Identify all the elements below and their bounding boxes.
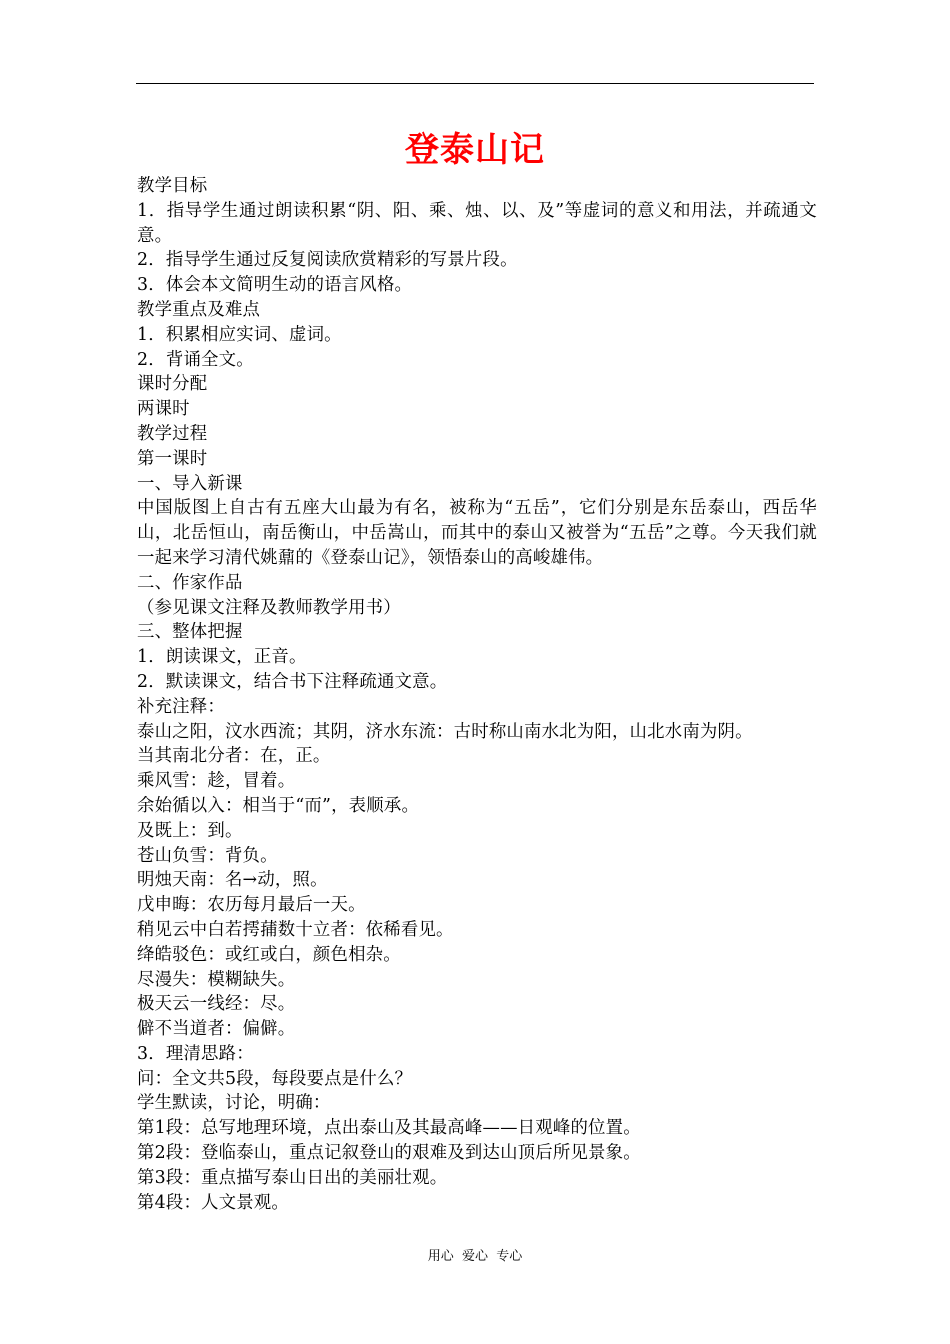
text-line: 泰山之阳，汶水西流；其阴，济水东流：古时称山南水北为阳，山北水南为阴。: [137, 721, 753, 742]
text-line: 第4段：人文景观。: [137, 1192, 289, 1213]
text-line: 1．指导学生通过朗读积累“阴、阳、乘、烛、以、及”等虚词的意义和用法，并疏通文意。: [137, 200, 817, 246]
text-line: 当其南北分者：在，正。: [137, 746, 331, 767]
text-line: 戊申晦：农历每月最后一天。: [137, 895, 366, 916]
text-line: 问：全文共5段，每段要点是什么？: [137, 1068, 413, 1089]
text-line: 2．默读课文，结合书下注释疏通文意。: [137, 671, 448, 692]
text-line: 课时分配: [137, 374, 208, 395]
text-line: 3．体会本文简明生动的语言风格。: [137, 275, 413, 296]
text-line: 尽漫失：模糊缺失。: [137, 969, 296, 990]
text-line: 3．理清思路：: [137, 1043, 254, 1064]
text-line: 第1段：总写地理环境，点出泰山及其最高峰——日观峰的位置。: [137, 1118, 641, 1139]
text-line: 学生默读，讨论，明确：: [137, 1093, 331, 1114]
text-line: 明烛天南：名→动，照。: [137, 870, 328, 891]
document-body: [137, 174, 817, 1215]
text-line: 两课时: [137, 399, 190, 420]
text-line: 一、导入新课: [137, 473, 243, 494]
text-line: 第3段：重点描写泰山日出的美丽壮观。: [137, 1167, 448, 1188]
text-line: 2．指导学生通过反复阅读欣赏精彩的写景片段。: [137, 250, 518, 271]
text-line: 稍见云中白若摴蒱数十立者：依稀看见。: [137, 919, 454, 940]
text-line: 教学过程: [137, 423, 208, 444]
text-line: 三、整体把握: [137, 622, 243, 643]
text-line: 绛皓驳色：或红或白，颜色相杂。: [137, 944, 401, 965]
text-line: 中国版图上自古有五座大山最为有名，被称为“五岳”，它们分别是东岳泰山，西岳华山，北岳恒山，南岳衡山，中岳嵩山，而其中的泰山又被誉为“五岳”之尊。今天我们就一起来学习清代姚鼐的《登泰山记》，领悟泰山的高峻雄伟。: [137, 498, 817, 568]
text-line: 2．背诵全文。: [137, 349, 254, 370]
text-line: 1．朗读课文，正音。: [137, 647, 307, 668]
text-line: （参见课文注释及教师教学用书）: [137, 597, 401, 618]
document-title: 登泰山记: [405, 130, 545, 170]
text-line: 教学重点及难点: [137, 299, 261, 320]
text-line: 补充注释：: [137, 696, 225, 717]
text-line: 第一课时: [137, 448, 208, 469]
text-line: 教学目标: [137, 176, 208, 196]
text-line: 及既上：到。: [137, 820, 243, 841]
text-line: 余始循以入：相当于“而”，表顺承。: [137, 795, 420, 816]
text-line: 极天云一线经：尽。: [137, 994, 296, 1015]
text-line: 1．积累相应实词、虚词。: [137, 324, 342, 345]
text-line: 第2段：登临泰山，重点记叙登山的艰难及到达山顶后所见景象。: [137, 1143, 641, 1164]
page-footer: 用心 爱心 专心: [427, 1249, 523, 1264]
text-line: 僻不当道者：偏僻。: [137, 1019, 296, 1040]
text-line: 乘风雪：趁，冒着。: [137, 771, 296, 792]
header-rule: [136, 83, 814, 84]
text-line: 二、作家作品: [137, 572, 243, 593]
text-line: 苍山负雪：背负。: [137, 845, 278, 866]
